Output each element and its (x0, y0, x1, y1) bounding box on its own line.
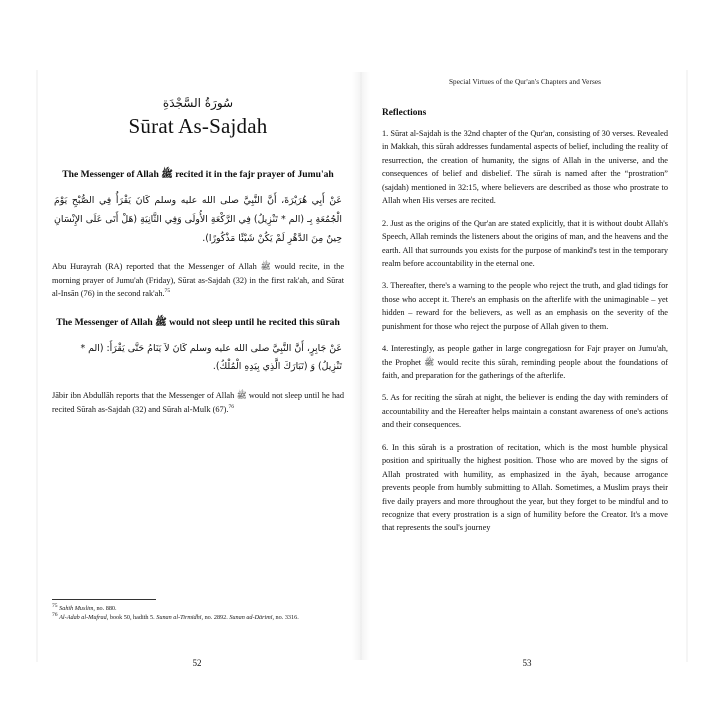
footnote-source-detail: , no. 880. (93, 604, 117, 612)
footnote-source-title: Al-Adab al-Mufrad (59, 613, 107, 621)
footnote-source-detail: , book 50, hadith 5. (106, 613, 157, 621)
hadith-translation-2-text: Jābir ibn Abdullāh reports that the Messenger of Allah ﷺ would not sleep until he had recited Sūrah as-Sajdah (32) and Sūrah al-Mulk (67). (52, 391, 344, 414)
footnote-source-detail: , no. 2892. (201, 613, 230, 621)
footnote-number: 75 (52, 602, 58, 609)
hadith-translation-1-text: Abu Hurayrah (RA) reported that the Messenger of Allah ﷺ would recite, in the morning prayer of Jumu'ah (Friday), Sūrat as-Sajdah (32) in the first rak'ah, and Sūrat al-Insān (76) in the second rak'ah. (52, 262, 344, 299)
right-page (368, 78, 686, 653)
footnote-source-title: Sahīh Muslim (59, 604, 94, 612)
footnote-source-detail: , no. 3316. (272, 613, 299, 621)
page-title: Sūrat As-Sajdah (128, 114, 268, 138)
reflection-paragraph-2: 2. Just as the origins of the Qur'an are stated explicitly, that it is without doubt Allah's Speech, Allah reminds the listeners about the origins of man, and the heavens and the earth. All that surrounds you exists for the purpose of mankind's test in the temporary realm before accountability in the eternal one. (382, 218, 668, 268)
right-folio-area (368, 600, 686, 720)
reflection-paragraph-5: 5. As for reciting the sūrah at night, the believer is ending the day with reminders of accountability and the Hereafter helps maintain a constant awareness of one's actions and their consequences. (382, 393, 668, 430)
footnote-marker-75: 75 (164, 288, 171, 295)
hadith-arabic-1: عَنْ أَبِي هُرَيْرَةَ، أَنَّ النَّبِيَّ صلى الله عليه وسلم كَانَ يَقْرَأُ فِي الصُّبْحِ يَوْمَ الْجُمُعَةِ بِـ (الم * تَنْزِيلُ) فِي الرَّكْعَةِ الأُولَى وَفِي الثَّانِيَةِ (هَلْ أَتَى عَلَى الإِنْسَانِ حِينٌ مِنَ الدَّهْرِ لَمْ يَكُنْ شَيْئًا مَذْكُورًا). (54, 194, 342, 244)
footnote-source-title: Sunan al-Tirmidhī (156, 613, 202, 621)
left-folio-area (38, 600, 356, 720)
surah-arabic-title: سُورَةُ السَّجْدَةِ (162, 96, 234, 110)
reflection-paragraph-1: 1. Sūrat al-Sajdah is the 32nd chapter of the Qur'an, consisting of 30 verses. Revealed in Makkah, this sūrah addresses fundamental aspects of belief, including the reality of resurrection, the creation of humanity, the signs of Allah in the universe, and the consequences of belief and disbelief. The sūrah is named after the “prostration” (sajdah) mentioned in 32:15, where believers are described as those who prostrate to Allah when His verses are recited. (382, 129, 668, 206)
reflection-paragraph-6: 6. In this sūrah is a prostration of recitation, which is the most humble physical position and spiritually the highest position. Those who are moved by the signs of Allah prostrated with humility, as emphasized in the āyah, because arrogance prevents people from humbly submitting to Allah. Sometimes, a Muslim prays their five daily prayers and more throughout the year, but they forget to be mindful and to recognize that every prostration is a sign of humility before the Creator. It's a move that represents the soul's journey (382, 442, 668, 533)
hadith-translation-1 (52, 260, 344, 300)
running-head: Special Virtues of the Qur'an's Chapters and Verses (448, 78, 602, 86)
section-heading-fajr: The Messenger of Allah ﷺ recited it in the fajr prayer of Jumu'ah (62, 169, 334, 180)
footnote-marker-76: 76 (228, 403, 235, 410)
section-heading-night: The Messenger of Allah ﷺ would not sleep until he recited this sūrah (56, 316, 340, 328)
footnote-source-title: Sunan ad-Dārimī (229, 613, 273, 621)
page-number-right: 53 (522, 658, 532, 668)
reflection-paragraph-4: 4. Interestingly, as people gather in large congregatiosn for Fajr prayer on Jumu'ah, the Prophet ﷺ would recite this sūrah, reminding people about the foundations of faith, and preparation for the gatherings of the afterlife. (382, 344, 668, 380)
footnote-number: 76 (52, 611, 58, 618)
reflection-paragraph-3: 3. Thereafter, there's a warning to the people who reject the truth, and glad tidings for those who accept it. There's an emphasis on the afterlife with the unimaginable – yet hidden – reward for the believers, as well as an emphasis on the severity of the punishment for those who reject the purpose of Allah given to them. (382, 281, 668, 331)
hadith-arabic-2: عَنْ جَابِرٍ، أَنَّ النَّبِيَّ صلى الله عليه وسلم كَانَ لاَ يَنَامُ حَتَّى يَقْرَأَ: (الم * تَنْزِيلُ) وَ (تَبَارَكَ الَّذِي بِيَدِهِ الْمُلْكُ). (80, 342, 342, 373)
reflections-heading: Reflections (382, 108, 427, 118)
page-number-left: 52 (192, 658, 202, 668)
left-page (38, 78, 356, 653)
hadith-translation-2 (52, 389, 344, 416)
right-page-edge (686, 70, 688, 662)
